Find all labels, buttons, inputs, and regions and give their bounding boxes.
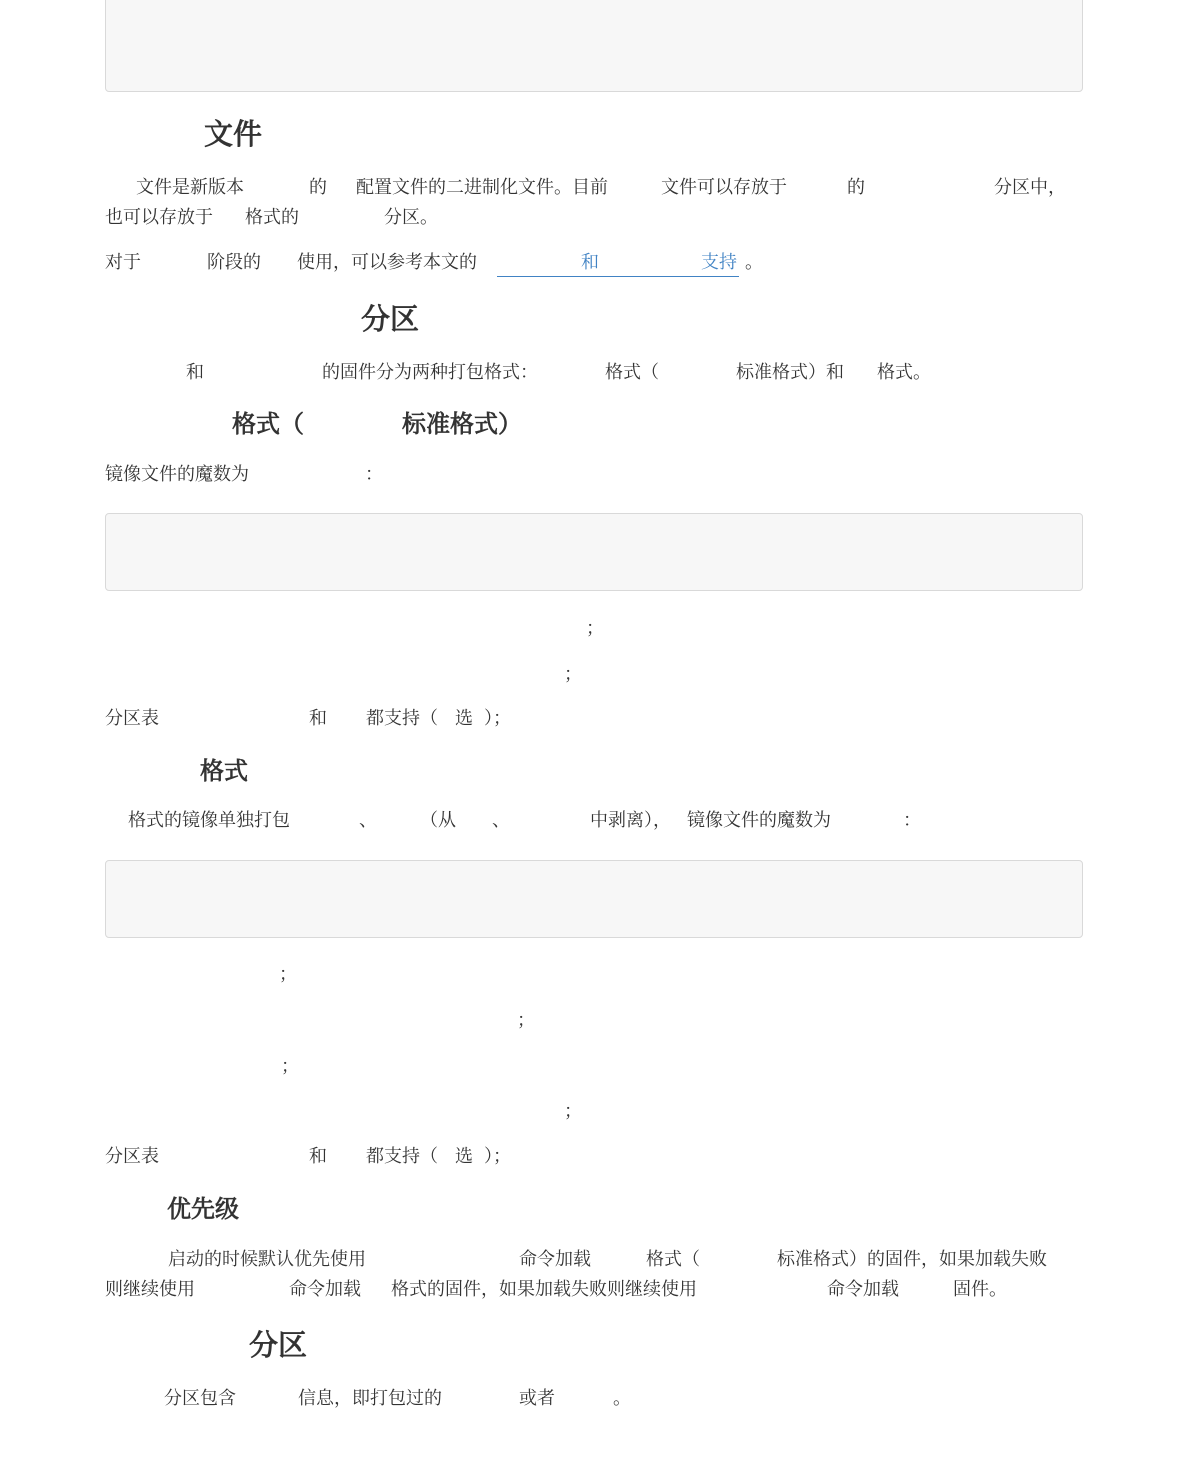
- prio-text-7: 格式的固件，如果加载失败则继续使用: [391, 1279, 697, 1300]
- prio-text-3: 格式（: [646, 1249, 700, 1270]
- file-ref-3: 使用，可以参考本文的: [297, 252, 477, 273]
- heading-format-2: 格式: [200, 756, 248, 785]
- part2-period: 。: [613, 1388, 631, 1409]
- part2-text-3: 或者: [519, 1388, 555, 1409]
- ptable-1-c: 都支持（: [366, 708, 438, 729]
- ptable-1-d: 选: [455, 708, 473, 729]
- ptable-2-a: 分区表: [105, 1146, 159, 1167]
- prio-text-2: 命令加载: [519, 1249, 591, 1270]
- list-item-semicolon: ；: [564, 1101, 582, 1122]
- fmt2-text-2: 、: [359, 810, 377, 831]
- ptable-2-e: ）；: [484, 1146, 511, 1167]
- prio-text-4: 标准格式）的固件，如果加载失败: [777, 1249, 1047, 1270]
- part-text-5: 格式。: [877, 362, 931, 383]
- file-text-6: 分区中，: [994, 177, 1066, 198]
- heading-format-standard-b: 标准格式）: [402, 409, 522, 438]
- heading-file: 文件: [204, 117, 263, 151]
- file-text-3: 配置文件的二进制化文件。目前: [356, 177, 608, 198]
- fmt2-text-6: 镜像文件的魔数为: [687, 810, 831, 831]
- file-text-2: 的: [309, 177, 327, 198]
- file-text-9: 分区。: [384, 207, 438, 228]
- prio-text-8: 命令加载: [827, 1279, 899, 1300]
- prio-text-9: 固件。: [953, 1279, 1007, 1300]
- heading-format-standard-a: 格式（: [232, 409, 304, 438]
- heading-partition: 分区: [361, 302, 420, 336]
- list-item-semicolon: ；: [586, 618, 604, 639]
- part2-text-2: 信息，即打包过的: [298, 1388, 442, 1409]
- ptable-2-c: 都支持（: [366, 1146, 438, 1167]
- prio-text-5: 则继续使用: [105, 1279, 195, 1300]
- prio-text-6: 命令加载: [289, 1279, 361, 1300]
- support-link[interactable]: [497, 252, 739, 277]
- support-link-text-and: 和: [581, 252, 599, 273]
- ptable-1-e: ）；: [484, 708, 511, 729]
- file-text-1: 文件是新版本: [136, 177, 244, 198]
- ptable-2-d: 选: [455, 1146, 473, 1167]
- code-block-magic-2: [105, 860, 1083, 938]
- fmt2-text-5: 中剥离），: [590, 810, 671, 831]
- fmt2-text-1: 格式的镜像单独打包: [128, 810, 290, 831]
- file-ref-2: 阶段的: [207, 252, 261, 273]
- file-text-8: 格式的: [245, 207, 299, 228]
- prio-text-1: 启动的时候默认优先使用: [168, 1249, 366, 1270]
- file-ref-period: 。: [745, 252, 763, 273]
- file-ref-1: 对于: [105, 252, 141, 273]
- file-text-5: 的: [847, 177, 865, 198]
- support-link-text-support: 支持: [701, 252, 737, 273]
- file-text-7: 也可以存放于: [105, 207, 213, 228]
- magic-colon-1: ：: [365, 464, 383, 485]
- ptable-1-a: 分区表: [105, 708, 159, 729]
- list-item-semicolon: ；: [281, 1056, 299, 1077]
- part2-text-1: 分区包含: [164, 1388, 236, 1409]
- file-text-4: 文件可以存放于: [661, 177, 787, 198]
- code-block-magic-1: [105, 513, 1083, 591]
- code-block-top: [105, 0, 1083, 92]
- fmt2-text-3: （从: [420, 810, 456, 831]
- part-text-2: 的固件分为两种打包格式：: [322, 362, 538, 383]
- part-text-3: 格式（: [605, 362, 659, 383]
- fmt2-text-4: 、: [492, 810, 510, 831]
- part-text-4: 标准格式）和: [736, 362, 844, 383]
- fmt2-colon: ：: [903, 810, 921, 831]
- part-text-1: 和: [186, 362, 204, 383]
- list-item-semicolon: ；: [564, 664, 582, 685]
- list-item-semicolon: ；: [279, 964, 297, 985]
- magic-text-1: 镜像文件的魔数为: [105, 464, 249, 485]
- list-item-semicolon: ；: [517, 1010, 535, 1031]
- heading-partition-2: 分区: [249, 1328, 308, 1362]
- ptable-2-b: 和: [309, 1146, 327, 1167]
- heading-priority: 优先级: [167, 1194, 239, 1223]
- ptable-1-b: 和: [309, 708, 327, 729]
